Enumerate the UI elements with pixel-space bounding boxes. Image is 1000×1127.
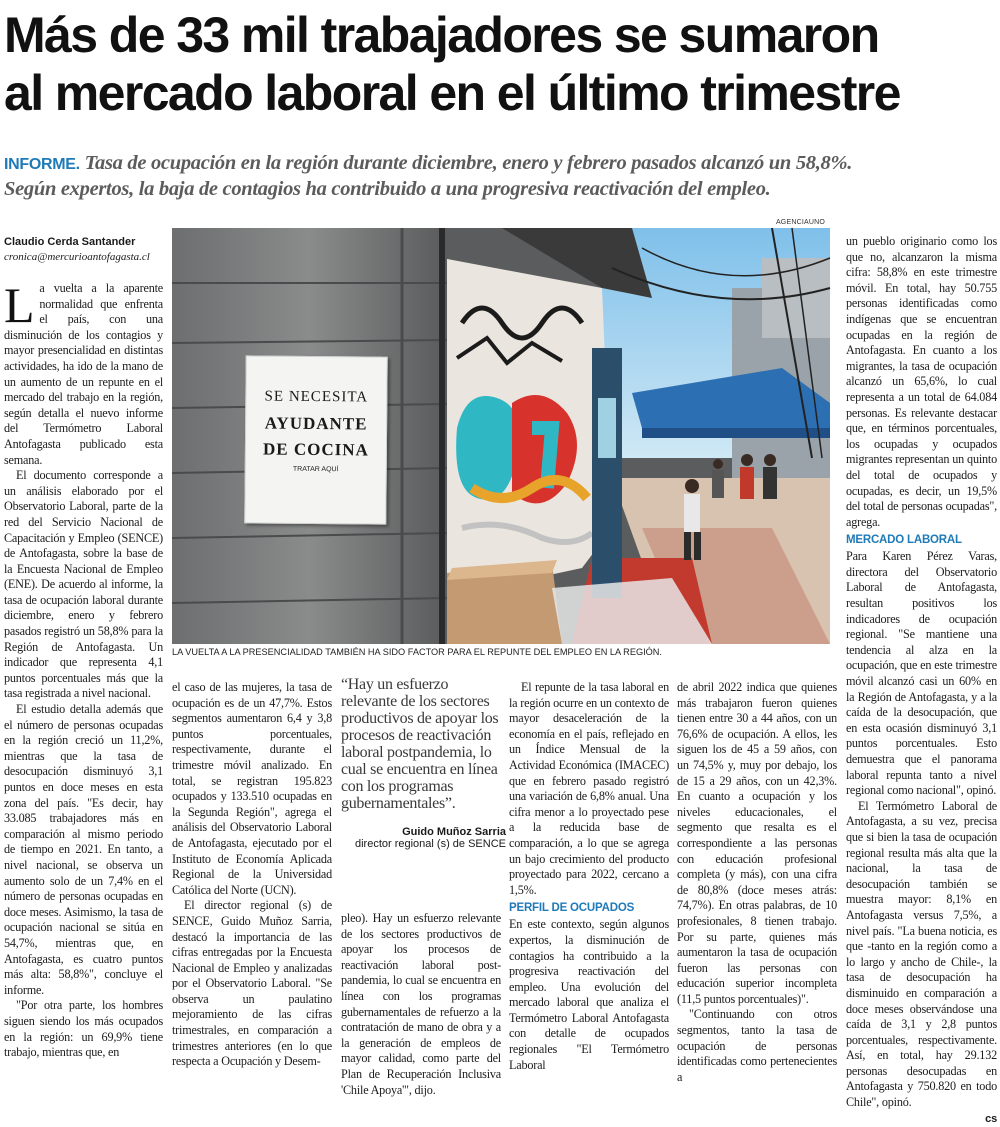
help-wanted-sign [244, 355, 387, 524]
column-1 [4, 277, 163, 1061]
author-name: Claudio Cerda Santander [4, 236, 136, 248]
headline-line-2: al mercado laboral en el último trimestre [4, 65, 900, 121]
quote-role: director regional (s) de SENCE [354, 838, 506, 850]
quote-text: “Hay un esfuerzo relevante de los sectores productivos de apoyar los procesos de reactivación laboral postpandemia, lo cual se encuentra en línea con los programas gubernamentales”. [341, 676, 499, 812]
author-email[interactable]: cronica@mercurioantofagasta.cl [4, 251, 150, 263]
col6-paragraph-2: Para Karen Pérez Varas, directora del Observatorio Laboral de Antofagasta, resultan positivos los indicadores de ocupación regional. "Se mantiene una tendencia al alza en la ocupación, que en este trimestre móvil alcanzó casi un 60% en la Región de Antofagasta, y a la caída de la desocupación, que en esta ocasión disminuyó 3,1 puntos porcentuales. Esto demuestra que el panorama laboral repunta tanto a nivel regional como nacional", opinó. [846, 549, 997, 798]
col5-paragraph-2: "Continuando con otros segmentos, tanto la tasa de ocupación de personas identificadas como pertenecientes a [677, 1007, 837, 1084]
col1-paragraph-2: El documento corresponde a un análisis elaborado por el Observatorio Laboral, parte de la red del Servicio Nacional de Capacitación y Empleo (SENCE) de Antofagasta, sobre la base de la Encuesta Nacional de Empleo (ENE). De acuerdo al informe, la tasa de ocupación laboral durante diciembre, enero y febrero pasados registró un 58,8% para la Región de Antofagasta. Un indicador que representa 4,1 puntos porcentuales más que la tasa registrada a nivel nacional. [4, 468, 163, 701]
drop-cap: L [4, 277, 35, 333]
photo-credit: AGENCIAUNO [775, 219, 825, 226]
deck-tag: INFORME. [4, 156, 80, 173]
column-2 [172, 680, 332, 1070]
photo-caption: LA VUELTA A LA PRESENCIALIDAD TAMBIÉN HA SIDO FACTOR PARA EL REPUNTE DEL EMPLEO EN LA REGIÓN. [172, 647, 662, 657]
column-5 [677, 680, 837, 1085]
section-heading-mercado: MERCADO LABORAL [846, 534, 962, 547]
col6-paragraph-3: El Termómetro Laboral de Antofagasta, a su vez, precisa que si bien la tasa de ocupación regional resulta más alta que la nacional, la tasa de desocupación también se muestra mayor: 8,1% en Antofagasta versus 7,5%, a nivel país. "La buena noticia, es que -tanto en la región como a lo largo y ancho de Chile-, la tasa de desocupación ha disminuido en comparación a doce meses observándose una caída de 3,1 y 2,8 puntos porcentuales, respectivamente. Así, en total, hay 29.132 personas desocupadas en Antofagasta y 750.820 en todo Chile", opinó. [846, 798, 997, 1110]
column-3 [341, 911, 501, 1098]
column-4 [509, 680, 669, 1073]
col4-paragraph-1: El repunte de la tasa laboral en la región ocurre en un contexto de mayor desaceleración de la economía en el país, reflejado en un Índice Mensual de la Actividad Económica (IMACEC) que en febrero pasado registró una variación de 6,8% anual. Una cifra menor a lo proyectado pese a la reducida base de comparación, a lo que se agrega un bajo crecimiento del producto proyectado para 2022, cercano a 1,5%. [509, 680, 669, 897]
col2-paragraph-1: el caso de las mujeres, la tasa de ocupación es de un 47,7%. Estos segmentos aumentaron 6,4 y 3,8 puntos porcentuales, respectivamente, durante el trimestre móvil analizado. En total, se registran 195.823 ocupados y 133.510 ocupadas en la Segunda Región", agrega el análisis del Observatorio Laboral de Antofagasta, ejecutado por el Instituto de Economía Aplicada Regional de la Universidad Católica del Norte (UCN). [172, 680, 332, 897]
col1-paragraph-3: El estudio detalla además que el número de personas ocupadas en la región creció un 11,2%, mientras que la tasa de desocupación disminuyó 3,1 puntos en doce meses en esta zona del país. "Es decir, hay 33.085 trabajadores más en comparación al mismo periodo de tiempo en 2021. En tanto, a nivel nacional, se observa un aumento solo de un 7,4% en el número de personas ocupadas en doce meses. Asimismo, la tasa de ocupación nacional se sitúa en 54,7%, mientras que, en Antofagasta, es cuatro puntos más alta: 58,8%", concluye el informe. [4, 702, 163, 997]
col5-paragraph-1: de abril 2022 indica que quienes más trabajaron fueron quienes tienen entre 30 a 44 años, con un 76,6% de ocupación. A ellos, les siguen los de 45 a 59 años, con un 74,5% y, muy por debajo, los de 15 a 29 años, con un 42,3%. En cuanto a ocupación y los niveles educacionales, el segmento que resalta es el correspondiente a las personas con educación profesional completa (y más), con una cifra de 80,8% (doce meses atrás: 74,7%). En otras palabras, de 10 profesionales, 8 tienen trabajo. Por su parte, quienes más aumentaron la tasa de ocupación fueron las personas con educación superior incompleta (11,5 puntos porcentuales)". [677, 680, 837, 1006]
col6-paragraph-1: un pueblo originario como los que no, alcanzaron la misma cifra: 58,8% en este trimestre móvil. En total, hay 50.755 personas identificadas como indígenas que se encuentran ocupadas en la región de Antofagasta. En cuanto a los migrantes, la tasa de ocupación alcanzó un 65,6%, lo cual representa a un total de 64.084 personas. Es relevante destacar que, en términos porcentuales, los ocupadas y ocupados migrantes representan un quinto del total de ocupados y ocupadas, es decir, un 19,5% del total de personas ocupadas", agrega. [846, 234, 997, 529]
col3-paragraph-1: pleo). Hay un esfuerzo relevante de los sectores productivos de apoyar los procesos de reactivación laboral post-pandemia, lo cual se encuentra en línea con los programas gubernamentales de refuerzo a la contratación de mano de obra y a la generación de empleos de mayor calidad, como parte del Plan de Recuperación Inclusiva 'Chile Apoya'", dijo. [341, 911, 501, 1097]
deck-line-1: Tasa de ocupación en la región durante diciembre, enero y febrero pasados alcanzó un 58,8%. [79, 152, 853, 174]
col4-paragraph-2: En este contexto, según algunos expertos, la disminución de contagios ha contribuido a la progresiva reactivación del empleo. Una evolución del mercado laboral que analiza el Termómetro Laboral Antofagasta con detalle de ocupados regionales "El Termómetro Laboral [509, 917, 669, 1072]
sign-line-2: AYUDANTE [264, 413, 368, 434]
quote-name: Guido Muñoz Sarria [402, 826, 506, 838]
end-mark: cs [985, 1112, 997, 1125]
section-heading-perfil: PERFIL DE OCUPADOS [509, 902, 635, 915]
deck-line-2: Según expertos, la baja de contagios ha contribuido a una progresiva reactivación del empleo. [4, 178, 771, 200]
col1-paragraph-1: a vuelta a la aparente normalidad que enfrenta el país, con una disminución de los contagios y mayor presencialidad en distintas actividades, ha ido de la mano de un aumento de un repunte en el mercado del trabajo en la región, según detalla el nuevo informe del Termómetro Laboral Antofagasta publicado esta semana. [4, 281, 163, 467]
sign-line-4: TRATAR AQUÍ [292, 465, 339, 474]
sign-line-3: DE COCINA [262, 439, 369, 460]
deck [4, 151, 994, 202]
headline-line-1: Más de 33 mil trabajadores se sumaron [4, 7, 879, 63]
sign-line-1: SE NECESITA [264, 388, 369, 406]
pull-quote [341, 676, 506, 850]
article-photo [172, 228, 830, 644]
col2-paragraph-2: El director regional (s) de SENCE, Guido Muñoz Sarria, destacó la importancia de las cifras entregadas por la Encuesta Nacional de Empleo y analizadas por el Observatorio Laboral. "Se observa un paulatino mejoramiento de las cifras trimestrales, en comparación a trimestres anteriores (en lo que respecta a Ocupación y Desem- [172, 898, 332, 1069]
byline [4, 235, 164, 265]
headline [4, 6, 994, 122]
col1-paragraph-4: "Por otra parte, los hombres siguen siendo los más ocupados en la región: un 69,9% tiene trabajo, mientras que, en [4, 998, 163, 1060]
column-6 [846, 234, 997, 1127]
